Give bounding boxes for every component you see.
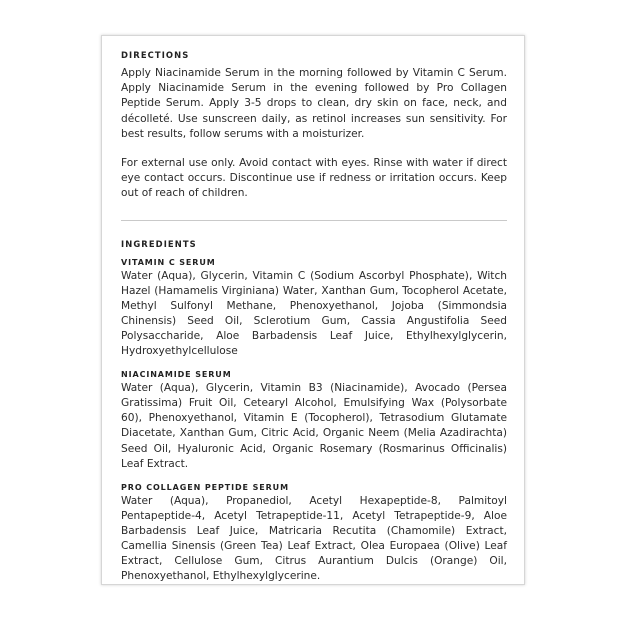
product-name: PRO COLLAGEN PEPTIDE SERUM — [121, 482, 289, 492]
ingredients-heading: INGREDIENTS — [121, 238, 197, 249]
label-content — [121, 50, 507, 595]
ingredient-block-pro-collagen — [121, 483, 507, 585]
ingredient-block-niacinamide — [121, 370, 507, 472]
ingredient-block-vitamin-c — [121, 258, 507, 360]
product-name: VITAMIN C SERUM — [121, 257, 216, 267]
product-name: NIACINAMIDE SERUM — [121, 370, 232, 380]
directions-heading: DIRECTIONS — [121, 50, 190, 60]
ingredient-list: Water (Aqua), Propanediol, Acetyl Hexapeptide-8, Palmitoyl Pentapeptide-4, Acetyl Tetrapeptide-11, Acetyl Tetrapeptide-9, Aloe Barbadensis Leaf Juice, Matricaria Recutita (Chamomile) Extract, Camellia Sinensis (Green Tea) Leaf Extract, Olea Europaea (Olive) Leaf Extract, Cellulose Gum, Citrus Aurantium Dulcis (Orange) Oil, Phenoxyethanol, Ethylhexylglycerine. — [121, 494, 507, 583]
section-divider — [121, 220, 507, 221]
directions-usage-text: Apply Niacinamide Serum in the morning followed by Vitamin C Serum. Apply Niacinamide Serum in the evening followed by Pro Collagen Peptide Serum. Apply 3-5 drops to clean, dry skin on face, neck, and décolleté. Use sunscreen daily, as retinol increases sun sensitivity. For best results, follow serums with a moisturizer. — [121, 67, 507, 140]
label-card — [101, 35, 525, 585]
ingredient-list: Water (Aqua), Glycerin, Vitamin B3 (Niacinamide), Avocado (Persea Gratissima) Fruit Oil, Cetearyl Alcohol, Emulsifying Wax (Polysorbate 60), Phenoxyethanol, Vitamin E (Tocopherol), Tetrasodium Glutamate Diacetate, Xanthan Gum, Citric Acid, Organic Neem (Melia Azadirachta) Seed Oil, Hyaluronic Acid, Organic Rosemary (Rosmarinus Officinalis) Leaf Extract. — [121, 382, 507, 470]
directions-warning-text: For external use only. Avoid contact with eyes. Rinse with water if direct eye contact occurs. Discontinue use if redness or irritation occurs. Keep out of reach of children. — [121, 157, 507, 200]
ingredient-list: Water (Aqua), Glycerin, Vitamin C (Sodium Ascorbyl Phosphate), Witch Hazel (Hamamelis Virginiana) Water, Xanthan Gum, Tocopherol Acetate, Methyl Sulfonyl Methane, Phenoxyethanol, Jojoba (Simmondsia Chinensis) Seed Oil, Sclerotium Gum, Cassia Angustifolia Seed Polysaccharide, Aloe Barbadensis Leaf Juice, Ethylhexylglycerin, Hydroxyethylcellulose — [121, 269, 507, 358]
